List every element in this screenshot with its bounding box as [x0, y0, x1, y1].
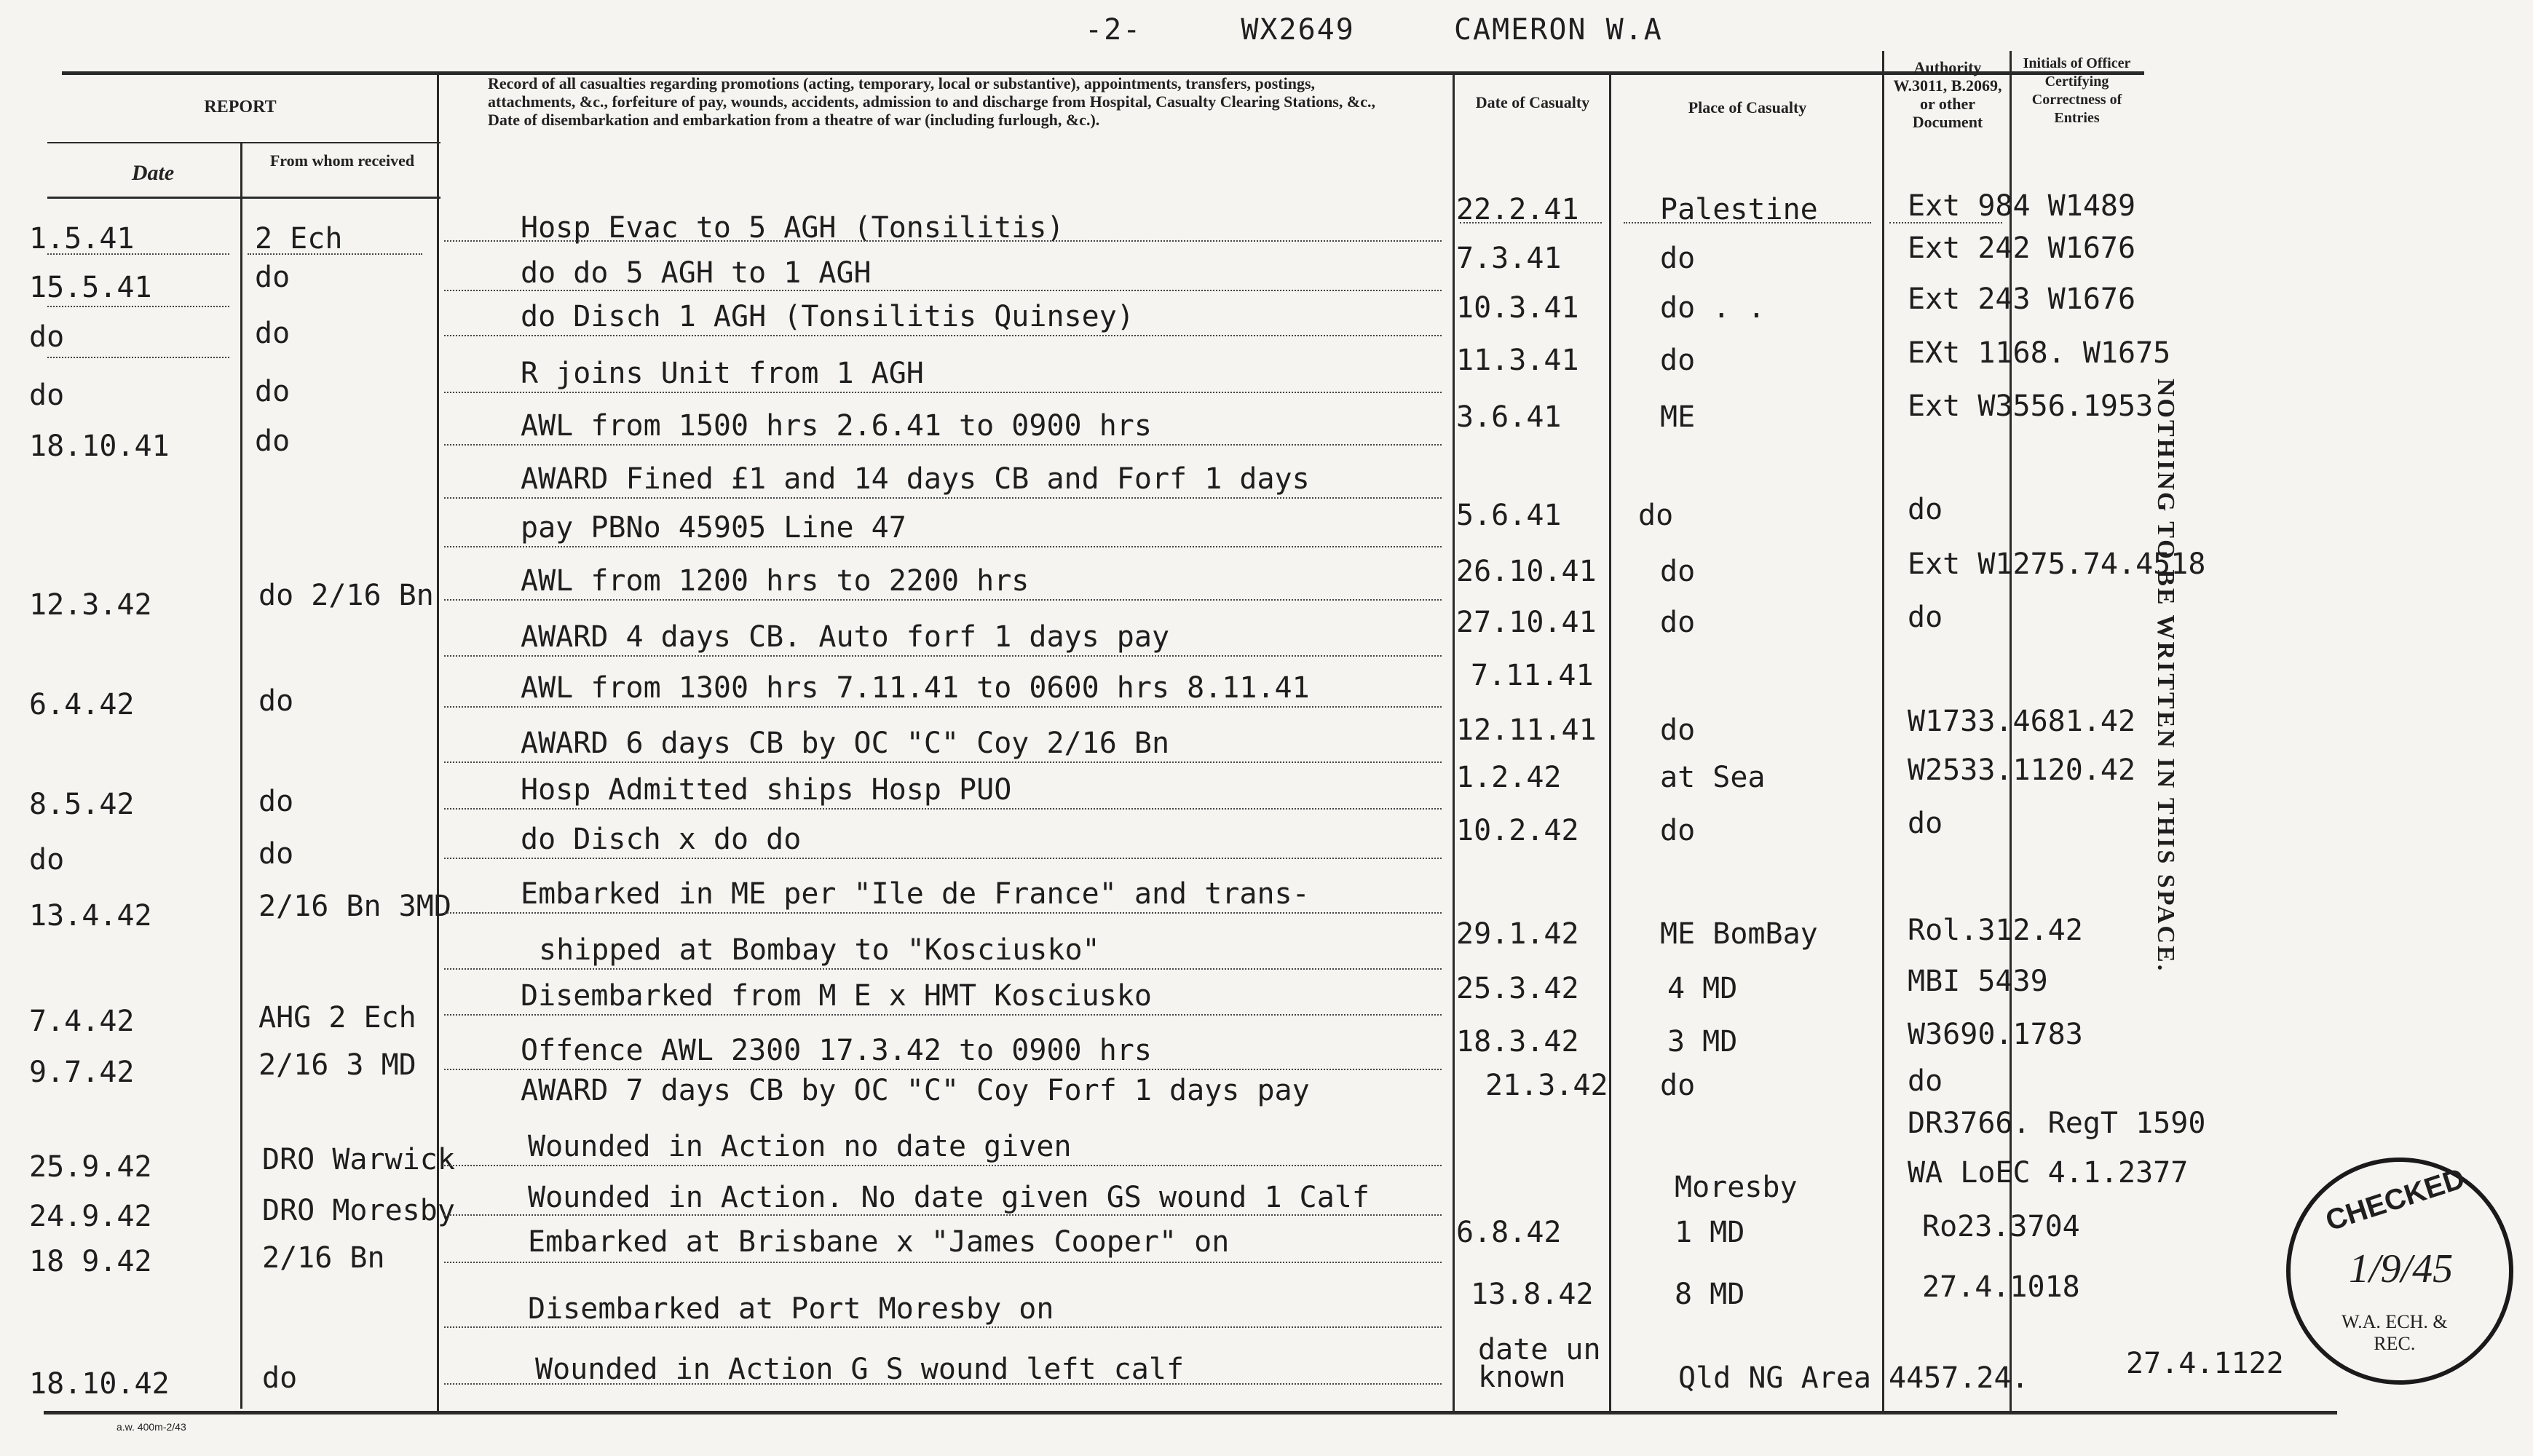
form-footer: a.w. 400m-2/43: [116, 1421, 186, 1433]
row-authority: W1733.4681.42: [1908, 705, 2136, 738]
row-record: shipped at Bombay to "Kosciusko": [539, 933, 1100, 967]
row-casualty-date: 13.8.42: [1471, 1278, 1594, 1311]
row-record: Embarked in ME per "Ile de France" and trans-: [521, 877, 1310, 911]
row-authority: Ext W3556.1953: [1908, 389, 2154, 423]
row-from: do: [255, 317, 291, 350]
stamp-office: [2342, 1311, 2448, 1355]
row-date: 1.5.41: [29, 222, 135, 256]
row-record: Embarked at Brisbane x "James Cooper" on: [528, 1225, 1230, 1259]
row-date: 18 9.42: [29, 1245, 152, 1278]
row-place: 3 MD: [1667, 1025, 1738, 1059]
row-authority: DR3766. RegT 1590: [1908, 1107, 2206, 1140]
guide-line: [1460, 222, 1602, 223]
checked-stamp: [2286, 1158, 2513, 1385]
row-date: 7.4.42: [29, 1005, 135, 1038]
row-place: do: [1660, 1069, 1696, 1102]
row-date: 25.9.42: [29, 1150, 152, 1184]
stamp-office-line-2: REC.: [2374, 1333, 2416, 1354]
guide-line: [444, 290, 1442, 291]
row-authority: do: [1908, 1064, 1943, 1098]
row-date: 12.3.42: [29, 588, 152, 622]
row-date: 9.7.42: [29, 1056, 135, 1089]
guide-line: [444, 240, 1442, 242]
guide-line: [444, 808, 1442, 810]
row-place: ME BomBay: [1660, 917, 1818, 951]
report-subrule: [47, 142, 440, 143]
row-record: Disembarked from M E x HMT Kosciusko: [521, 979, 1152, 1013]
row-casualty-date: 10.2.42: [1456, 814, 1579, 847]
row-record: Wounded in Action. No date given GS wound 1 Calf: [528, 1181, 1370, 1214]
row-authority: EXt 1168. W1675: [1908, 336, 2171, 370]
row-from: do: [255, 261, 291, 294]
row-casualty-date: 5.6.41: [1456, 499, 1562, 532]
header-bottom-rule-left: [47, 197, 440, 199]
row-record: do Disch x do do: [521, 823, 802, 856]
row-record: AWL from 1500 hrs 2.6.41 to 0900 hrs: [521, 409, 1152, 443]
row-place: Moresby: [1675, 1171, 1798, 1204]
row-place: 8 MD: [1675, 1278, 1745, 1311]
row-place: ME: [1660, 400, 1696, 434]
row-authority: do: [1908, 493, 1943, 526]
row-record: AWARD Fined £1 and 14 days CB and Forf 1 days: [521, 462, 1310, 496]
service-number: WX2649: [1241, 13, 1355, 47]
record-header: Record of all casualties regarding promotions (acting, temporary, local or substantive), appointments, transfers, postings, attachments, &c., forfeiture of pay, wounds, accidents, admission to and discharge from Hospital, Casualty Clearing Stations, &c., Date of disembarkation and embarkation from a theatre of war (including furlough, &c.).: [488, 74, 1375, 129]
row-record: Hosp Evac to 5 AGH (Tonsilitis): [521, 211, 1064, 245]
guide-line: [444, 655, 1442, 657]
row-record: Disembarked at Port Moresby on: [528, 1292, 1054, 1326]
soldier-name: CAMERON W.A: [1453, 13, 1663, 47]
row-from: do 2/16 Bn: [258, 579, 434, 612]
col-sep-3: [1453, 71, 1455, 1411]
guide-line: [444, 1069, 1442, 1070]
row-casualty-date: 22.2.41: [1456, 193, 1579, 226]
row-record: R joins Unit from 1 AGH: [521, 357, 924, 390]
guide-line: [444, 1326, 1442, 1328]
row-place: do: [1660, 606, 1696, 639]
col-sep-4: [1609, 71, 1611, 1411]
row-date: do: [29, 379, 65, 412]
row-casualty-date: 25.3.42: [1456, 972, 1579, 1005]
guide-line: [47, 253, 229, 255]
row-from: 2/16 Bn: [262, 1241, 385, 1275]
date-of-casualty-header: Date of Casualty: [1475, 93, 1590, 111]
guide-line: [444, 599, 1442, 601]
guide-line: [444, 912, 1442, 914]
row-authority: MBI 5439: [1908, 965, 2048, 998]
page-header: [1085, 13, 1743, 47]
row-from: DRO Warwick: [262, 1143, 455, 1176]
col-sep-5: [1882, 51, 1884, 1412]
row-record: AWL from 1200 hrs to 2200 hrs: [521, 564, 1030, 598]
guide-line: [444, 761, 1442, 763]
row-place: 4 MD: [1667, 972, 1738, 1005]
row-place: do: [1660, 555, 1696, 588]
guide-line: [444, 497, 1442, 499]
initials-header: Initials of Officer Certifying Correctness of Entries: [2023, 55, 2131, 126]
guide-line: [248, 253, 422, 255]
row-from: DRO Moresby: [262, 1194, 455, 1227]
row-authority: Ext 243 W1676: [1908, 282, 2136, 316]
row-place: Qld NG Area 4457.24.: [1678, 1361, 2029, 1395]
row-authority: do: [1908, 601, 1943, 634]
guide-line: [1889, 222, 2002, 223]
row-record: do Disch 1 AGH (Tonsilitis Quinsey): [521, 300, 1134, 333]
row-authority: W2533.1120.42: [1908, 753, 2136, 787]
row-date: 18.10.41: [29, 430, 170, 463]
row-record: AWARD 4 days CB. Auto forf 1 days pay: [521, 620, 1170, 654]
row-date: 24.9.42: [29, 1200, 152, 1233]
stamp-date: 1/9/45: [2349, 1246, 2454, 1291]
guide-line: [444, 392, 1442, 393]
row-casualty-date: date un known: [1478, 1333, 1601, 1394]
row-from: AHG 2 Ech: [258, 1001, 416, 1034]
row-record: AWL from 1300 hrs 7.11.41 to 0600 hrs 8.11.41: [521, 671, 1310, 705]
row-authority: Ro23.3704: [1922, 1210, 2080, 1243]
row-record: do do 5 AGH to 1 AGH: [521, 256, 872, 290]
row-casualty-date: 6.8.42: [1456, 1216, 1562, 1249]
row-from: 2 Ech: [255, 222, 343, 256]
row-date: do: [29, 843, 65, 877]
guide-line: [444, 546, 1442, 547]
row-casualty-date: 12.11.41: [1456, 713, 1597, 747]
guide-line: [444, 1165, 1442, 1166]
row-authority: W3690.1783: [1908, 1018, 2083, 1051]
col-sep-1: [240, 142, 242, 1409]
row-casualty-date: 26.10.41: [1456, 555, 1597, 588]
row-record: Wounded in Action no date given: [528, 1130, 1072, 1163]
row-date: 18.10.42: [29, 1367, 170, 1401]
row-casualty-date: 1.2.42: [1456, 761, 1562, 794]
guide-line: [444, 706, 1442, 708]
row-authority: do: [1908, 807, 1943, 840]
row-date: 8.5.42: [29, 788, 135, 821]
page-number: -2-: [1085, 13, 1142, 47]
guide-line: [444, 968, 1442, 970]
date-header: Date: [131, 161, 175, 185]
guide-line: [47, 306, 229, 307]
row-authority: Rol.312.42: [1908, 914, 2083, 947]
row-authority: Ext W1275.74.4518: [1908, 547, 2206, 581]
row-casualty-date: 11.3.41: [1456, 344, 1579, 377]
row-date: 6.4.42: [29, 688, 135, 721]
report-header: REPORT: [204, 98, 277, 116]
row-place: do: [1638, 499, 1674, 532]
row-casualty-date: 29.1.42: [1456, 917, 1579, 951]
row-casualty-date: 21.3.42: [1485, 1069, 1608, 1102]
row-authority: WA LoEC 4.1.2377: [1908, 1156, 2189, 1190]
guide-line: [444, 1214, 1442, 1216]
row-from: 2/16 3 MD: [258, 1048, 416, 1082]
row-place: Palestine: [1660, 193, 1818, 226]
guide-line: [1624, 222, 1871, 223]
row-casualty-date: 10.3.41: [1456, 291, 1579, 325]
row-authority: Ext 242 W1676: [1908, 232, 2136, 265]
row-place: do: [1660, 344, 1696, 377]
row-record: pay PBNo 45905 Line 47: [521, 511, 906, 545]
row-casualty-date: 7.3.41: [1456, 242, 1562, 275]
row-casualty-date: 27.10.41: [1456, 606, 1597, 639]
stamp-office-line-1: W.A. ECH. &: [2342, 1311, 2448, 1332]
row-record: AWARD 7 days CB by OC "C" Coy Forf 1 days pay: [521, 1074, 1310, 1107]
row-place: do: [1660, 713, 1696, 747]
guide-line: [444, 858, 1442, 859]
guide-line: [444, 1383, 1442, 1385]
guide-line: [444, 1014, 1442, 1016]
table-bottom-rule: [44, 1411, 2337, 1415]
row-casualty-date: 7.11.41: [1471, 659, 1594, 692]
guide-line: [444, 444, 1442, 446]
row-record: Offence AWL 2300 17.3.42 to 0900 hrs: [521, 1034, 1152, 1067]
row-date: do: [29, 320, 65, 354]
row-casualty-date: 18.3.42: [1456, 1025, 1579, 1059]
from-whom-header: From whom received: [269, 151, 415, 170]
row-place: do . .: [1660, 291, 1766, 325]
row-from: 2/16 Bn 3MD: [258, 890, 451, 923]
row-authority: Ext 984 W1489: [1908, 189, 2136, 223]
nothing-written-notice: NOTHING TO BE WRITTEN IN THIS SPACE.: [2152, 379, 2179, 973]
row-place: do: [1660, 242, 1696, 275]
row-place: 1 MD: [1675, 1216, 1745, 1249]
guide-line: [444, 1262, 1442, 1263]
row-from: do: [258, 785, 294, 818]
row-record: Hosp Admitted ships Hosp PUO: [521, 773, 1012, 807]
row-from: do: [258, 837, 294, 871]
guide-line: [444, 335, 1442, 336]
row-place: at Sea: [1660, 761, 1766, 794]
guide-line: [47, 357, 229, 358]
row-authority: 27.4.1018: [1922, 1270, 2080, 1304]
row-record: Wounded in Action G S wound left calf: [535, 1353, 1185, 1386]
row-place: do: [1660, 814, 1696, 847]
row-date: 15.5.41: [29, 271, 152, 304]
row-casualty-date: 3.6.41: [1456, 400, 1562, 434]
row-record: AWARD 6 days CB by OC "C" Coy 2/16 Bn: [521, 727, 1170, 760]
authority-header: Authority W.3011, B.2069, or other Document: [1893, 58, 2002, 131]
stamp-checked-label: CHECKED: [2321, 1162, 2469, 1238]
row-from: do: [255, 424, 291, 458]
row-from: do: [258, 684, 294, 718]
row-date: 13.4.42: [29, 899, 152, 933]
row-authority: 27.4.1122: [2126, 1347, 2284, 1380]
place-of-casualty-header: Place of Casualty: [1688, 98, 1807, 116]
row-from: do: [255, 375, 291, 408]
row-from: do: [262, 1361, 298, 1395]
